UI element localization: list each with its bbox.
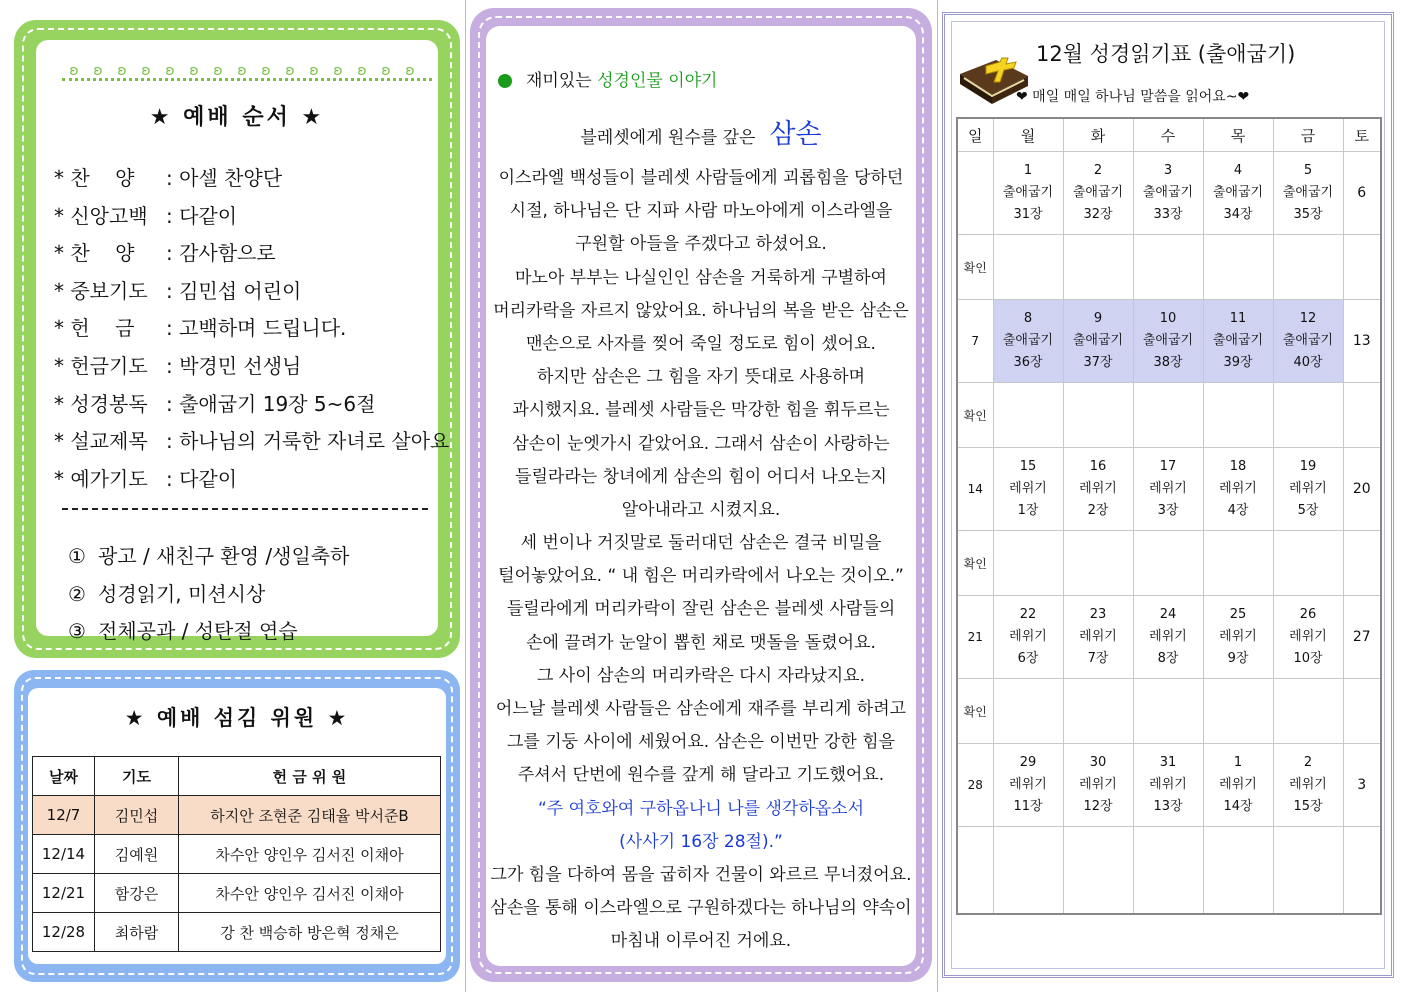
weekday-sat: 토 <box>1343 118 1381 152</box>
story-title-prefix: 블레셋에게 원수를 갚은 <box>580 128 756 148</box>
day-number: 16 <box>1089 459 1107 474</box>
check-box-cell[interactable] <box>993 827 1063 915</box>
announcement-text: 전체공과 / 성탄절 연습 <box>98 619 298 644</box>
check-box-cell[interactable] <box>1063 531 1133 596</box>
order-item-label: * 찬 양 <box>54 241 135 266</box>
announcement-item <box>68 613 349 651</box>
day-number: 29 <box>1019 755 1037 770</box>
calendar-week-row <box>957 744 1381 827</box>
header-prayer: 기도 <box>95 757 179 796</box>
calendar-saturday-cell: 3 <box>1343 744 1381 827</box>
story-line: 털어놓았어요. “ 내 힘은 머리카락에서 나오는 것이오.” <box>498 566 904 587</box>
calendar-sunday-cell: 21 <box>957 596 993 679</box>
story-line: 구원할 아들을 주겠다고 하셨어요. <box>575 234 827 255</box>
story-line: 삼손을 통해 이스라엘으로 구원하겠다는 하나님의 약속이 <box>490 898 912 919</box>
calendar-sunday-cell: 7 <box>957 300 993 383</box>
day-number: 24 <box>1159 607 1177 622</box>
calendar-subtitle: ❤ 매일 매일 하나님 말씀을 읽어요~❤ <box>1016 89 1250 105</box>
reading-book: 출애굽기 <box>1002 333 1054 348</box>
reading-book: 레위기 <box>1289 777 1327 792</box>
order-item-value: : 다같이 <box>166 203 238 228</box>
order-item-value: : 하나님의 거룩한 자녀로 살아요 <box>166 429 450 454</box>
calendar-day-cell <box>1273 448 1343 531</box>
reading-chapter: 8장 <box>1157 651 1179 666</box>
calendar-saturday-cell: 13 <box>1343 300 1381 383</box>
reading-book: 출애굽기 <box>1142 333 1194 348</box>
calendar-day-cell <box>1203 596 1273 679</box>
reading-chapter: 33장 <box>1153 207 1183 222</box>
check-box-cell[interactable] <box>1133 235 1203 300</box>
servants-table <box>32 756 441 952</box>
check-box-cell[interactable] <box>1203 383 1273 448</box>
reading-chapter: 9장 <box>1227 651 1249 666</box>
reading-book: 레위기 <box>1079 777 1117 792</box>
servants-title: ★ 예배 섬김 위원 ★ <box>124 706 350 730</box>
cell-date: 12/7 <box>33 796 95 835</box>
check-box-cell[interactable] <box>1063 679 1133 744</box>
reading-book: 레위기 <box>1149 481 1187 496</box>
cell-offering: 차수안 양인우 김서진 이채아 <box>179 835 441 874</box>
calendar-check-row <box>957 679 1381 744</box>
reading-chapter: 11장 <box>1013 799 1043 814</box>
story-line: 마노아 부부는 나실인인 삼손을 거룩하게 구별하여 <box>515 267 887 288</box>
calendar-day-cell <box>1063 596 1133 679</box>
story-line: 마침내 이루어진 거에요. <box>610 931 792 952</box>
reading-book: 레위기 <box>1219 481 1257 496</box>
reading-book: 출애굽기 <box>1282 185 1334 200</box>
order-item-label: * 중보기도 <box>54 278 148 303</box>
calendar-day-cell <box>1133 300 1203 383</box>
check-box-cell[interactable] <box>1133 679 1203 744</box>
calendar-day-cell <box>1203 744 1273 827</box>
calendar-day-cell <box>993 744 1063 827</box>
cell-date: 12/28 <box>33 913 95 952</box>
order-item-label: * 예가기도 <box>54 466 148 491</box>
story-line: 들릴라에게 머리카락이 잘린 삼손은 블레셋 사람들의 <box>506 599 896 620</box>
calendar-day-cell <box>1203 448 1273 531</box>
reading-book: 출애굽기 <box>1212 333 1264 348</box>
reading-chapter: 10장 <box>1293 651 1323 666</box>
order-item <box>54 386 449 424</box>
calendar-day-cell <box>1273 596 1343 679</box>
day-number: 30 <box>1089 755 1107 770</box>
calendar-sunday-cell: 14 <box>957 448 993 531</box>
cell-offering: 강 찬 백승하 방은혁 정채은 <box>179 913 441 952</box>
order-item-value: : 박경민 선생님 <box>166 353 302 378</box>
reading-chapter: 15장 <box>1293 799 1323 814</box>
cell-prayer: 최하람 <box>95 913 179 952</box>
day-number: 12 <box>1299 311 1317 326</box>
reading-calendar-table <box>956 117 1382 915</box>
check-label: 확인 <box>957 383 993 448</box>
check-box-cell[interactable] <box>993 531 1063 596</box>
calendar-day-cell <box>1133 152 1203 235</box>
story-title <box>486 112 916 151</box>
story-line: 맨손으로 사자를 찢어 죽일 정도로 힘이 셌어요. <box>526 333 876 354</box>
day-number: 8 <box>1023 311 1033 326</box>
announcement-number: ③ <box>68 619 86 644</box>
worship-order-title: ★ 예배 순서 ★ <box>149 105 325 130</box>
story-line: 그 사이 삼손의 머리카락은 다시 자라났지요. <box>536 665 866 686</box>
calendar-week-row <box>957 448 1381 531</box>
day-number: 19 <box>1299 459 1317 474</box>
calendar-day-cell <box>1063 152 1133 235</box>
check-box-cell[interactable] <box>1343 827 1381 915</box>
order-item <box>54 423 449 461</box>
worship-order-panel <box>14 20 460 658</box>
story-line: 과시했지요. 블레셋 사람들은 막강한 힘을 휘두르는 <box>512 400 890 421</box>
reading-book: 레위기 <box>1219 777 1257 792</box>
check-box-cell[interactable] <box>1133 827 1203 915</box>
day-number: 9 <box>1093 311 1103 326</box>
order-item-label: * 신앙고백 <box>54 203 148 228</box>
order-item-label: * 찬 양 <box>54 166 135 190</box>
calendar-day-cell <box>1063 744 1133 827</box>
calendar-day-cell <box>993 596 1063 679</box>
reading-chapter: 31장 <box>1013 207 1043 222</box>
order-item-value: : 감사함으로 <box>166 241 276 266</box>
story-line: 머리카락을 자르지 않았어요. 하나님의 복을 받은 삼손은 <box>493 300 909 321</box>
reading-book: 출애굽기 <box>1072 185 1124 200</box>
day-number: 1 <box>1023 163 1033 178</box>
day-number: 18 <box>1229 459 1247 474</box>
story-line: 그를 기둥 사이에 세웠어요. 삼손은 이번만 강한 힘을 <box>506 732 896 753</box>
check-box-cell[interactable] <box>1133 531 1203 596</box>
reading-chapter: 14장 <box>1223 799 1253 814</box>
order-item-value: : 아셀 찬양단 <box>166 166 283 190</box>
weekday-mon: 월 <box>993 118 1063 152</box>
reading-chapter: 40장 <box>1293 355 1323 370</box>
check-box-cell[interactable] <box>1203 531 1273 596</box>
calendar-day-cell <box>1273 744 1343 827</box>
reading-chapter: 3장 <box>1157 503 1179 518</box>
cell-date: 12/21 <box>33 874 95 913</box>
calendar-week-row <box>957 152 1381 235</box>
order-item <box>54 235 449 273</box>
announcement-list <box>68 538 349 651</box>
day-number: 2 <box>1303 755 1313 770</box>
calendar-saturday-cell: 20 <box>1343 448 1381 531</box>
check-box-cell[interactable] <box>1343 235 1381 300</box>
calendar-sunday-cell <box>957 152 993 235</box>
worship-order-list <box>54 160 449 498</box>
check-box-cell[interactable] <box>1063 235 1133 300</box>
day-number: 31 <box>1159 755 1177 770</box>
story-header <box>498 66 717 91</box>
check-box-cell[interactable] <box>1203 679 1273 744</box>
day-number: 10 <box>1159 311 1177 326</box>
calendar-sunday-cell: 28 <box>957 744 993 827</box>
check-label <box>957 827 993 915</box>
reading-chapter: 13장 <box>1153 799 1183 814</box>
cell-prayer: 함강은 <box>95 874 179 913</box>
servants-panel <box>14 670 460 982</box>
calendar-day-cell <box>993 300 1063 383</box>
reading-chapter: 4장 <box>1227 503 1249 518</box>
check-box-cell[interactable] <box>1063 383 1133 448</box>
reading-book: 레위기 <box>1289 629 1327 644</box>
check-box-cell[interactable] <box>1133 383 1203 448</box>
order-item-value: : 김민섭 어린이 <box>166 278 302 303</box>
check-box-cell[interactable] <box>1273 531 1343 596</box>
header-date: 날짜 <box>33 757 95 796</box>
check-box-cell[interactable] <box>1343 679 1381 744</box>
table-row <box>33 796 441 835</box>
order-item-value: : 고백하며 드립니다. <box>166 316 347 341</box>
header-offering: 헌 금 위 원 <box>179 757 441 796</box>
story-line: 이스라엘 백성들이 블레셋 사람들에게 괴롭힘을 당하던 <box>498 168 904 188</box>
check-box-cell[interactable] <box>1273 235 1343 300</box>
story-header-prefix: 재미있는 <box>526 71 592 91</box>
story-line: 알아내라고 시켰지요. <box>621 499 781 520</box>
calendar-day-cell <box>1133 448 1203 531</box>
story-line: 시절, 하나님은 단 지파 사람 마노아에게 이스라엘을 <box>509 201 893 222</box>
bullet-dot-icon <box>498 74 512 88</box>
order-separator <box>62 508 428 510</box>
story-line: 하지만 삼손은 그 힘을 자기 뜻대로 사용하며 <box>536 367 866 388</box>
story-line: 삼손이 눈엣가시 같았어요. 그래서 삼손이 사랑하는 <box>512 433 890 454</box>
check-box-cell[interactable] <box>1343 383 1381 448</box>
check-label: 확인 <box>957 235 993 300</box>
cell-prayer: 김예원 <box>95 835 179 874</box>
day-number: 22 <box>1019 607 1037 622</box>
check-box-cell[interactable] <box>1203 235 1273 300</box>
calendar-check-row <box>957 235 1381 300</box>
reading-chapter: 34장 <box>1223 207 1253 222</box>
story-line: “주 여호와여 구하옵나니 나를 생각하옵소서 <box>537 798 865 819</box>
calendar-weekday-row <box>957 118 1381 152</box>
table-row <box>33 835 441 874</box>
calendar-check-row <box>957 383 1381 448</box>
calendar-week-row <box>957 300 1381 383</box>
weekday-thu: 목 <box>1203 118 1273 152</box>
calendar-day-cell <box>1133 596 1203 679</box>
order-item <box>54 198 449 236</box>
day-number: 23 <box>1089 607 1107 622</box>
order-item <box>54 160 449 198</box>
calendar-day-cell <box>1273 300 1343 383</box>
calendar-title: 12월 성경읽기표 (출애굽기) <box>1036 42 1296 66</box>
story-panel <box>470 8 932 982</box>
story-line: 그가 힘을 다하여 몸을 굽히자 건물이 와르르 무너졌어요. <box>490 864 912 885</box>
day-number: 11 <box>1229 311 1247 326</box>
announcement-text: 성경읽기, 미션시상 <box>98 581 266 606</box>
table-row <box>33 913 441 952</box>
reading-book: 레위기 <box>1009 777 1047 792</box>
reading-chapter: 35장 <box>1293 207 1323 222</box>
reading-chapter: 37장 <box>1083 355 1113 370</box>
day-number: 15 <box>1019 459 1037 474</box>
announcement-item <box>68 576 349 614</box>
order-item <box>54 310 449 348</box>
calendar-day-cell <box>1063 300 1133 383</box>
story-line: 세 번이나 거짓말로 둘러대던 삼손은 결국 비밀을 <box>520 533 882 554</box>
order-item-value: : 출애굽기 19장 5~6절 <box>166 391 376 416</box>
reading-book: 레위기 <box>1219 629 1257 644</box>
order-item-value: : 다같이 <box>166 466 238 491</box>
reading-book: 출애굽기 <box>1212 185 1264 200</box>
announcement-number: ① <box>68 544 86 568</box>
cell-offering: 하지안 조현준 김태율 박서준B <box>179 796 441 835</box>
reading-chapter: 39장 <box>1223 355 1253 370</box>
check-label: 확인 <box>957 679 993 744</box>
calendar-saturday-cell: 6 <box>1343 152 1381 235</box>
announcement-number: ② <box>68 581 86 606</box>
check-label: 확인 <box>957 531 993 596</box>
order-item <box>54 348 449 386</box>
reading-chapter: 5장 <box>1297 503 1319 518</box>
order-item-label: * 설교제목 <box>54 429 148 454</box>
table-header-row <box>33 757 441 796</box>
day-number: 17 <box>1159 459 1177 474</box>
story-line: 주셔서 단번에 원수를 갚게 해 달라고 기도했어요. <box>517 765 885 786</box>
weekday-sun: 일 <box>957 118 993 152</box>
check-box-cell[interactable] <box>1273 827 1343 915</box>
calendar-saturday-cell: 27 <box>1343 596 1381 679</box>
announcement-text: 광고 / 새친구 환영 /생일축하 <box>98 544 350 568</box>
reading-chapter: 36장 <box>1013 355 1043 370</box>
day-number: 3 <box>1163 163 1173 178</box>
day-number: 2 <box>1093 163 1103 178</box>
calendar-day-cell <box>1273 152 1343 235</box>
order-item-label: * 성경봉독 <box>54 391 148 416</box>
reading-book: 레위기 <box>1079 629 1117 644</box>
reading-book: 레위기 <box>1079 481 1117 496</box>
reading-book: 출애굽기 <box>1142 185 1194 200</box>
weekday-wed: 수 <box>1133 118 1203 152</box>
weekday-tue: 화 <box>1063 118 1133 152</box>
story-title-name: 삼손 <box>769 119 822 150</box>
story-body <box>486 162 916 959</box>
calendar-check-row <box>957 531 1381 596</box>
fold-line-left <box>465 0 466 992</box>
check-box-cell[interactable] <box>1343 531 1381 596</box>
day-number: 4 <box>1233 163 1243 178</box>
check-box-cell[interactable] <box>993 235 1063 300</box>
cell-offering: 차수안 양인우 김서진 이채아 <box>179 874 441 913</box>
reading-chapter: 1장 <box>1017 503 1039 518</box>
reading-book: 레위기 <box>1009 481 1047 496</box>
reading-chapter: 6장 <box>1017 651 1039 666</box>
sprout-decoration: ʚ ʚ ʚ ʚ ʚ ʚ ʚ ʚ ʚ ʚ ʚ ʚ ʚ ʚ ʚ <box>69 63 415 79</box>
fold-line-right <box>937 0 938 992</box>
reading-book: 출애굽기 <box>1072 333 1124 348</box>
check-box-cell[interactable] <box>1273 679 1343 744</box>
reading-book: 레위기 <box>1149 629 1187 644</box>
calendar-check-row <box>957 827 1381 915</box>
day-number: 25 <box>1229 607 1247 622</box>
check-box-cell[interactable] <box>1203 827 1273 915</box>
story-line: (사사기 16장 28절).” <box>619 831 783 852</box>
reading-chapter: 32장 <box>1083 207 1113 222</box>
reading-book: 출애굽기 <box>1002 185 1054 200</box>
cell-date: 12/14 <box>33 835 95 874</box>
reading-chapter: 2장 <box>1087 503 1109 518</box>
calendar-day-cell <box>1203 300 1273 383</box>
reading-book: 레위기 <box>1149 777 1187 792</box>
reading-chapter: 38장 <box>1153 355 1183 370</box>
calendar-week-row <box>957 596 1381 679</box>
check-box-cell[interactable] <box>1273 383 1343 448</box>
table-row <box>33 874 441 913</box>
check-box-cell[interactable] <box>1063 827 1133 915</box>
announcement-item <box>68 538 349 576</box>
check-box-cell[interactable] <box>993 383 1063 448</box>
reading-book: 레위기 <box>1009 629 1047 644</box>
reading-book: 출애굽기 <box>1282 333 1334 348</box>
calendar-day-cell <box>1063 448 1133 531</box>
order-item <box>54 273 449 311</box>
day-number: 1 <box>1233 755 1243 770</box>
story-line: 손에 끌려가 눈알이 뽑힌 채로 맷돌을 돌렸어요. <box>526 632 876 653</box>
story-header-highlight: 성경인물 이야기 <box>597 71 718 91</box>
story-card <box>486 26 916 966</box>
weekday-fri: 금 <box>1273 118 1343 152</box>
reading-chapter: 12장 <box>1083 799 1113 814</box>
day-number: 26 <box>1299 607 1317 622</box>
calendar-day-cell <box>993 448 1063 531</box>
reading-chapter: 7장 <box>1087 651 1109 666</box>
day-number: 5 <box>1303 163 1313 178</box>
sprout-rule <box>62 78 432 81</box>
cell-prayer: 김민섭 <box>95 796 179 835</box>
reading-book: 레위기 <box>1289 481 1327 496</box>
check-box-cell[interactable] <box>993 679 1063 744</box>
order-item <box>54 461 449 499</box>
order-item-label: * 헌금기도 <box>54 353 148 378</box>
story-line: 어느날 블레셋 사람들은 삼손에게 재주를 부리게 하려고 <box>495 699 907 719</box>
calendar-day-cell <box>993 152 1063 235</box>
order-item-label: * 헌 금 <box>54 316 135 341</box>
calendar-day-cell <box>1133 744 1203 827</box>
story-line: 들릴라라는 창녀에게 삼손의 힘이 어디서 나오는지 <box>515 466 887 487</box>
calendar-day-cell <box>1203 152 1273 235</box>
